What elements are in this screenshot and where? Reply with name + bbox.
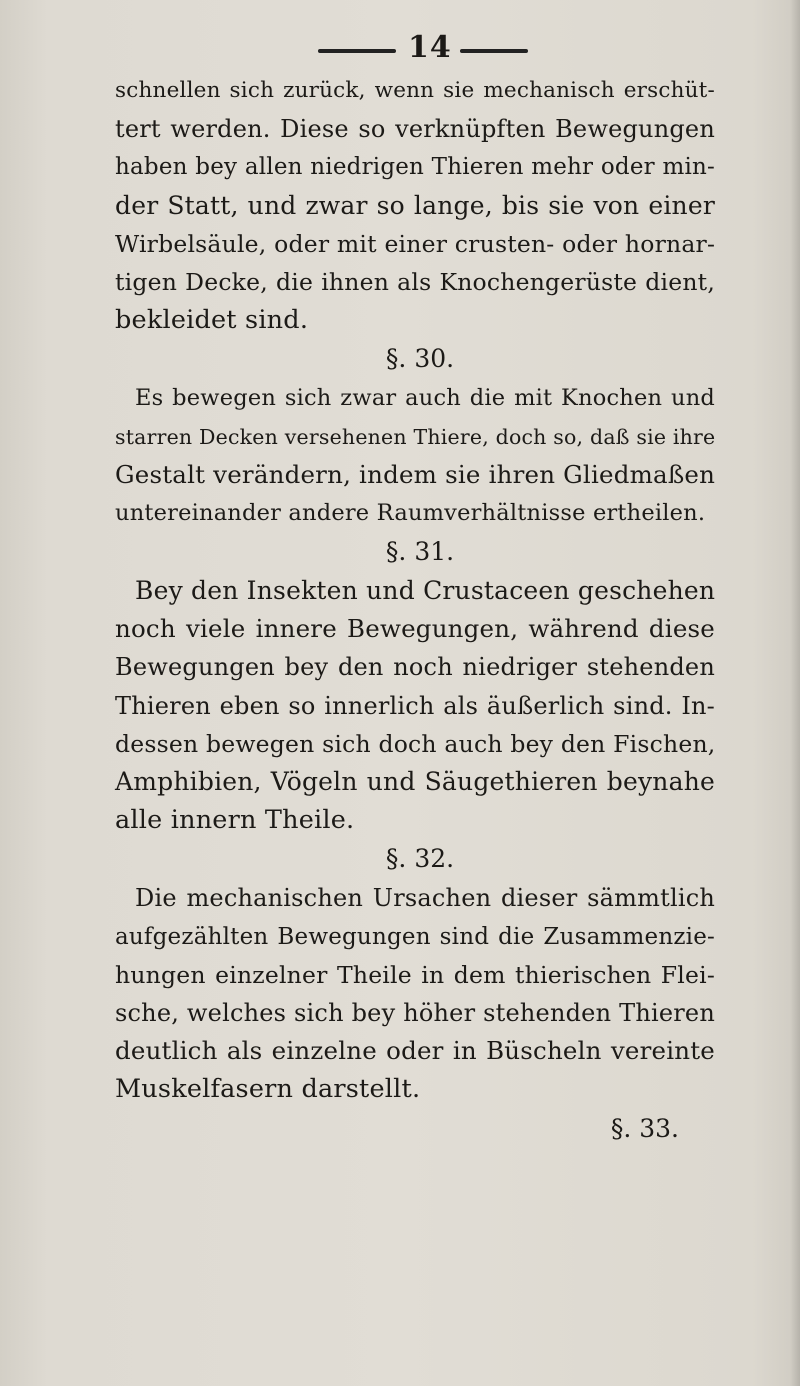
text-line: sche, welches sich bey höher stehenden Thieren [115, 998, 715, 1027]
section-heading: §. 30. [385, 344, 455, 374]
text-line: noch viele innere Bewegungen, während diese [115, 614, 715, 644]
text-line: starren Decken versehenen Thiere, doch so, daß sie ihre [115, 424, 716, 449]
text-line: bekleidet sind. [115, 305, 309, 336]
text-line: untereinander andere Raumverhältnisse ertheilen. [115, 499, 706, 526]
paragraph [115, 532, 715, 839]
text-line: Gestalt verändern, indem sie ihren Gliedmaßen [115, 459, 716, 489]
text-line: Thieren eben so innerlich als äußerlich sind. In- [115, 691, 715, 720]
text-line: Muskelfasern darstellt. [115, 1074, 421, 1105]
paragraph [115, 839, 715, 1108]
paragraph [115, 339, 715, 532]
text-line: Die mechanischen Ursachen dieser sämmtlich [135, 884, 715, 913]
page-edge-shadow [790, 0, 800, 1386]
paragraph [115, 72, 715, 339]
catchword: §. 33. [610, 1113, 679, 1143]
text-line: Es bewegen sich zwar auch die mit Knochen und [135, 385, 715, 412]
header-rule-left [318, 49, 396, 53]
header-rule-right [460, 49, 528, 53]
text-line: alle innern Theile. [115, 805, 355, 836]
text-line: deutlich als einzelne oder in Büscheln vereinte [115, 1036, 715, 1066]
text-line: schnellen sich zurück, wenn sie mechanisch erschüt- [115, 78, 715, 103]
text-line: dessen bewegen sich doch auch bey den Fischen, [115, 729, 716, 758]
text-line: tert werden. Diese so verknüpften Bewegungen [115, 115, 715, 144]
text-line: tigen Decke, die ihnen als Knochengerüste dient, [115, 267, 715, 296]
body-text [115, 72, 715, 1149]
section-heading: §. 31. [385, 537, 455, 567]
page-number: 14 [408, 30, 452, 65]
page-header [0, 30, 800, 70]
text-line: Wirbelsäule, oder mit einer crusten- oder hornar- [115, 229, 716, 258]
text-line: Bey den Insekten und Crustaceen geschehen [135, 576, 716, 606]
text-line: der Statt, und zwar so lange, bis sie von einer [115, 190, 715, 220]
text-line: hungen einzelner Theile in dem thierischen Flei- [115, 960, 715, 989]
text-line: Bewegungen bey den noch niedriger stehenden [115, 653, 715, 682]
text-line: aufgezählten Bewegungen sind die Zusammenzie- [115, 923, 715, 950]
section-heading: §. 32. [385, 844, 455, 874]
text-line: Amphibien, Vögeln und Säugethieren beynahe [115, 767, 715, 796]
text-line: haben bey allen niedrigen Thieren mehr oder min- [115, 154, 715, 181]
